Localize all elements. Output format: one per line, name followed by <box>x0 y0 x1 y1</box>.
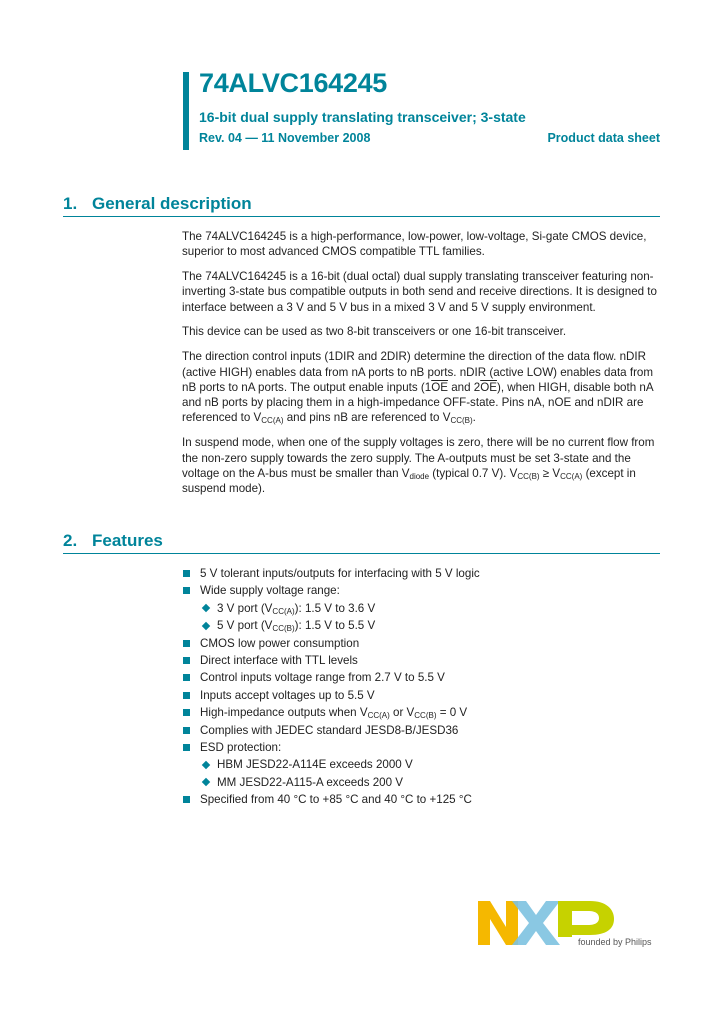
square-bullet-icon <box>183 744 190 751</box>
paragraph: The 74ALVC164245 is a high-performance, low-power, low-voltage, Si-gate CMOS device, superior to most advanced CMOS compatible TTL families. <box>182 230 647 259</box>
paragraph: The direction control inputs (1DIR and 2DIR) determine the direction of the data flow. nDIR (active HIGH) enables data from nA ports to nB ports. nDIR (active LOW) enables data from nB ports to nA ports. The output enable inputs ($1\overline{OE}$ and $2\overline{OE}$), when HIGH, disable both nA and nB ports by placing them in a high-impedance OFF-state. Pins nA, nOE and nDIR are referenced to $V_{CC(A)}$ and pins nB are referenced to $V_{CC(B)}$. <box>182 350 654 426</box>
document-title: 74ALVC164245 <box>199 68 388 98</box>
general-description-body <box>182 229 662 506</box>
list-item: Complies with JEDEC standard JESD8-B/JESD36 <box>182 722 662 739</box>
square-bullet-icon <box>183 587 190 594</box>
header-accent-bar <box>183 72 189 150</box>
section-rule <box>63 216 660 217</box>
list-item: HBM JESD22-A114E exceeds 2000 V <box>182 756 662 773</box>
square-bullet-icon <box>183 796 190 803</box>
list-item: Inputs accept voltages up to 5.5 V <box>182 687 662 704</box>
paragraph: This device can be used as two 8-bit transceivers or one 16-bit transceiver. <box>182 325 567 339</box>
document-subtitle: 16-bit dual supply translating transceiver; 3-state <box>199 109 526 125</box>
paragraph: The 74ALVC164245 is a 16-bit (dual octal) dual supply translating transceiver featuring non-inverting 3-state bus compatible outputs in both send and receive directions. It is designed to interface between a 3 V and 5 V bus in a mixed 3 V and 5 V supply environment. <box>182 270 657 314</box>
list-item: High-impedance outputs when $V_{CC(A)}$ or $V_{CC(B)} = 0$ V <box>182 704 662 721</box>
diamond-bullet-icon <box>202 604 210 612</box>
diamond-bullet-icon <box>202 621 210 629</box>
square-bullet-icon <box>183 692 190 699</box>
square-bullet-icon <box>183 570 190 577</box>
logo-tagline: founded by Philips <box>578 937 652 947</box>
list-item: 5 V port $(V_{CC(B)})$: 1.5 V to 5.5 V <box>182 617 662 634</box>
section-rule <box>63 553 660 554</box>
diamond-bullet-icon <box>202 778 210 786</box>
square-bullet-icon <box>183 674 190 681</box>
square-bullet-icon <box>183 640 190 647</box>
section-heading-general <box>63 194 252 214</box>
diamond-bullet-icon <box>202 761 210 769</box>
section-title: Features <box>92 531 163 550</box>
section-title: General description <box>92 194 252 213</box>
paragraph: In suspend mode, when one of the supply voltages is zero, there will be no current flow from the non-zero supply towards the zero supply. The A-outputs must be set 3-state and the voltage on the A-bus must be smaller than $V_{diode}$ (typical 0.7 V). $V_{CC(B)} \ge V_{CC(A)}$ (except in suspend mode). <box>182 436 655 496</box>
section-number: 1. <box>63 194 78 213</box>
document-type: Product data sheet <box>547 131 660 145</box>
list-item: Specified from 40 °C to +85 °C and 40 °C to +125 °C <box>182 791 662 808</box>
list-item: MM JESD22-A115-A exceeds 200 V <box>182 774 662 791</box>
revision-line: Rev. 04 — 11 November 2008 <box>199 131 371 145</box>
list-item: 3 V port $(V_{CC(A)})$: 1.5 V to 3.6 V <box>182 600 662 617</box>
list-item: Direct interface with TTL levels <box>182 652 662 669</box>
square-bullet-icon <box>183 657 190 664</box>
list-item: 5 V tolerant inputs/outputs for interfacing with 5 V logic <box>182 565 662 582</box>
section-heading-features <box>63 531 163 551</box>
section-number: 2. <box>63 531 78 550</box>
list-item: Wide supply voltage range: <box>182 582 662 599</box>
list-item: Control inputs voltage range from 2.7 V to 5.5 V <box>182 669 662 686</box>
square-bullet-icon <box>183 709 190 716</box>
list-item: ESD protection: <box>182 739 662 756</box>
features-list <box>182 565 662 808</box>
square-bullet-icon <box>183 727 190 734</box>
list-item: CMOS low power consumption <box>182 635 662 652</box>
